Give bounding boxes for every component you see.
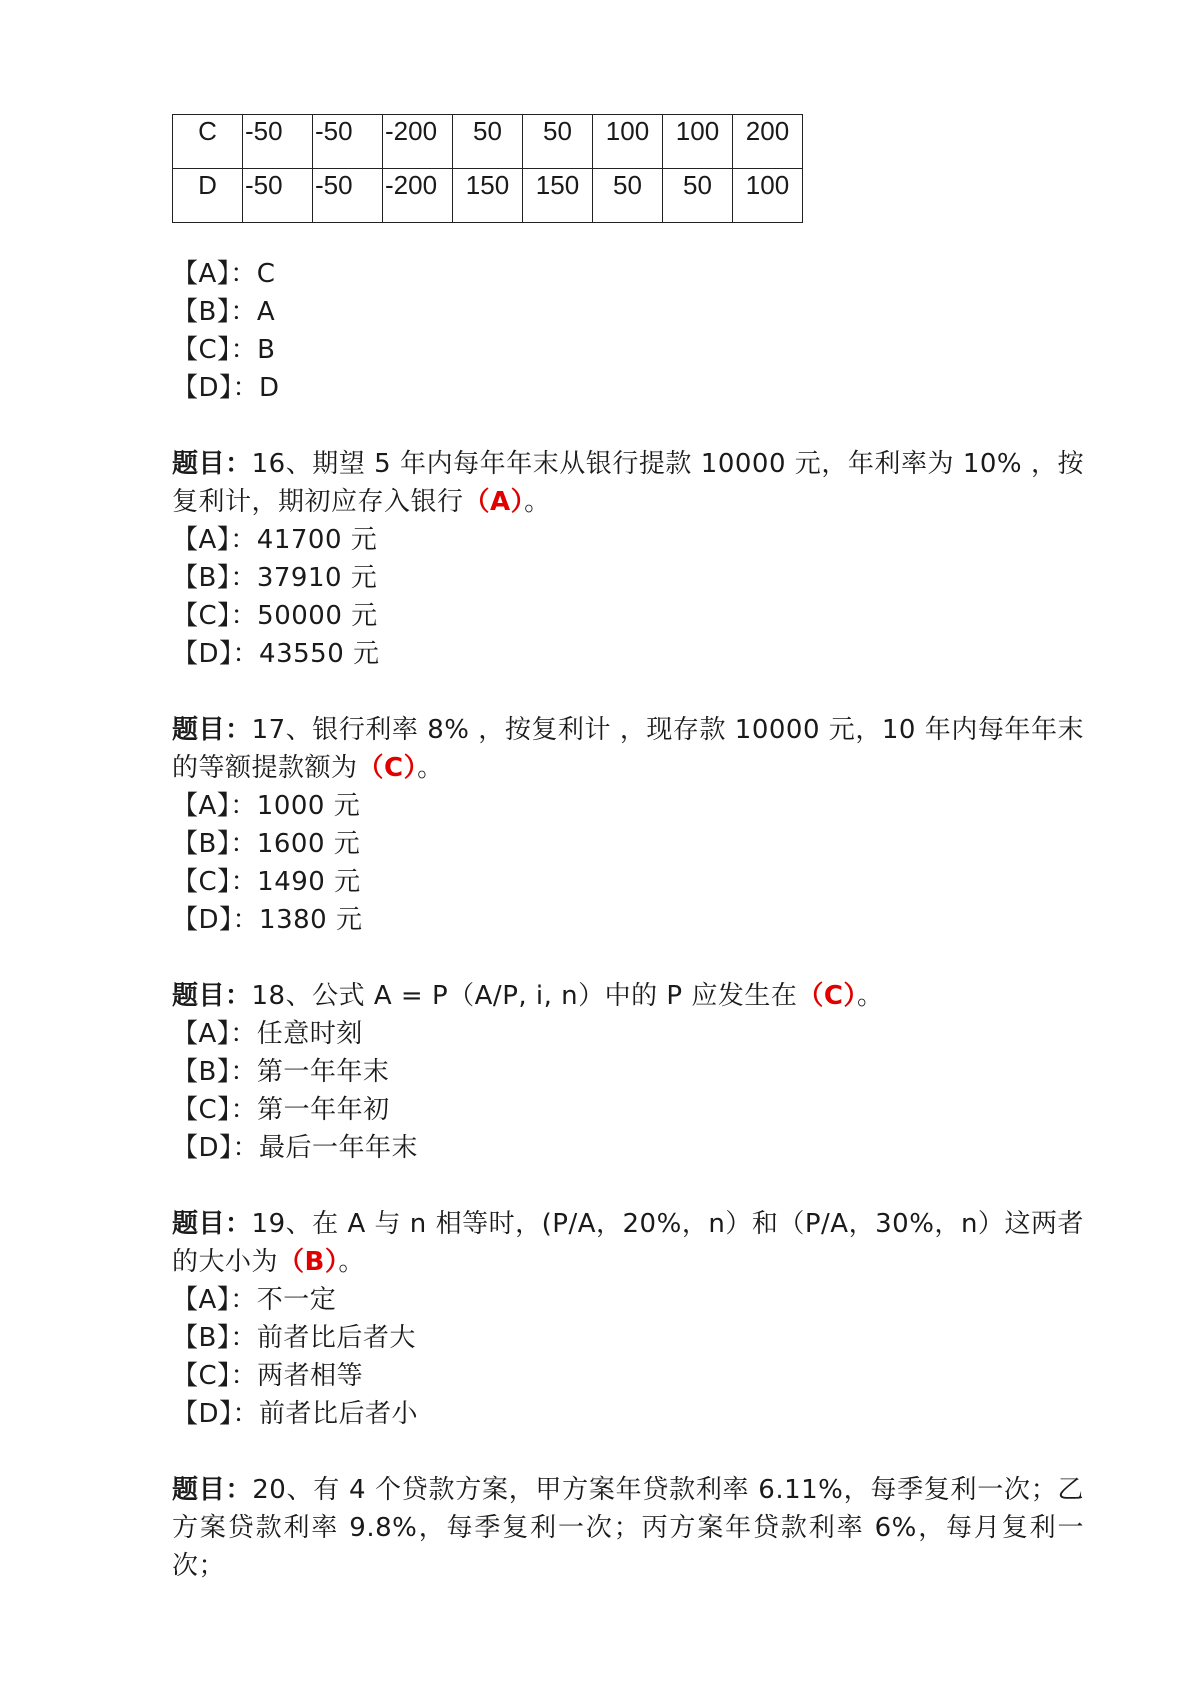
answer-mark: （C）	[797, 981, 857, 1011]
question-body: 16、期望 5 年内每年年末从银行提款 10000 元，年利率为 10% ，按复利计，期初应存入银行	[172, 449, 1084, 517]
question-17	[172, 711, 1084, 939]
answer-mark: （A）	[463, 487, 525, 517]
option-c: 【C】：B	[172, 335, 276, 365]
table-row-d	[173, 169, 803, 223]
answer-mark: （C）	[357, 753, 418, 783]
table-cell: C	[173, 115, 243, 169]
option-a: 【A】：不一定	[172, 1285, 337, 1315]
table-cell: 50	[453, 115, 523, 169]
option-c: 【C】：50000 元	[172, 601, 378, 631]
table-cell: -200	[383, 169, 453, 223]
question-text	[172, 1471, 1084, 1585]
question-end: 。	[524, 487, 551, 517]
option-c: 【C】：1490 元	[172, 867, 361, 897]
questions-content	[172, 255, 1084, 1585]
table-cell: 50	[593, 169, 663, 223]
table-cell: -200	[383, 115, 453, 169]
cash-flow-table	[172, 114, 803, 223]
question-label: 题目：	[172, 981, 252, 1011]
question-text	[172, 977, 1084, 1015]
question-body: 18、公式 A = P（A/P, i, n）中的 P 应发生在	[251, 981, 798, 1011]
question-end: 。	[417, 753, 444, 783]
option-b: 【B】：1600 元	[172, 829, 361, 859]
question-20	[172, 1471, 1084, 1585]
option-c: 【C】：第一年年初	[172, 1095, 390, 1125]
option-a: 【A】：41700 元	[172, 525, 378, 555]
question-text	[172, 1205, 1084, 1281]
table-cell: -50	[313, 169, 383, 223]
option-c: 【C】：两者相等	[172, 1361, 364, 1391]
table-cell: -50	[313, 115, 383, 169]
option-d: 【D】：前者比后者小	[172, 1399, 419, 1429]
question-body: 19、在 A 与 n 相等时，(P/A，20%，n）和（P/A，30%，n）这两者的大小为	[172, 1209, 1084, 1277]
table-cell: 150	[523, 169, 593, 223]
question-body: 17、银行利率 8% ，按复利计 ，现存款 10000 元，10 年内每年年末的等额提款额为	[172, 715, 1084, 783]
table-cell: 150	[453, 169, 523, 223]
question-label: 题目：	[172, 715, 252, 745]
option-d: 【D】：43550 元	[172, 639, 380, 669]
option-a: 【A】：C	[172, 259, 276, 289]
option-b: 【B】：前者比后者大	[172, 1323, 416, 1353]
table-cell: 100	[733, 169, 803, 223]
table-cell: D	[173, 169, 243, 223]
question-label: 题目：	[172, 1475, 253, 1505]
table-row-c	[173, 115, 803, 169]
question-end: 。	[856, 981, 884, 1011]
question-text	[172, 445, 1084, 521]
option-b: 【B】：第一年年末	[172, 1057, 390, 1087]
option-d: 【D】：D	[172, 373, 280, 403]
table-cell: 100	[593, 115, 663, 169]
table-cell: -50	[243, 115, 313, 169]
table-cell: 50	[663, 169, 733, 223]
question-19	[172, 1205, 1084, 1433]
table-cell: -50	[243, 169, 313, 223]
option-b: 【B】：A	[172, 297, 276, 327]
table-cell: 200	[733, 115, 803, 169]
answer-mark: （B）	[278, 1247, 339, 1277]
option-d: 【D】：1380 元	[172, 905, 363, 935]
question-body: 20、有 4 个贷款方案，甲方案年贷款利率 6.11%，每季复利一次；乙方案贷款利率 9.8%，每季复利一次；丙方案年贷款利率 6%，每月复利一次；	[172, 1475, 1084, 1581]
question-text	[172, 711, 1084, 787]
question-18	[172, 977, 1084, 1167]
question-label: 题目：	[172, 449, 252, 479]
table-cell: 50	[523, 115, 593, 169]
question-16	[172, 445, 1084, 673]
table-cell: 100	[663, 115, 733, 169]
option-d: 【D】：最后一年年末	[172, 1133, 419, 1163]
q15-options	[172, 255, 1084, 407]
question-label: 题目：	[172, 1209, 252, 1239]
option-b: 【B】：37910 元	[172, 563, 378, 593]
option-a: 【A】：1000 元	[172, 791, 361, 821]
option-a: 【A】：任意时刻	[172, 1019, 363, 1049]
question-end: 。	[338, 1247, 365, 1277]
